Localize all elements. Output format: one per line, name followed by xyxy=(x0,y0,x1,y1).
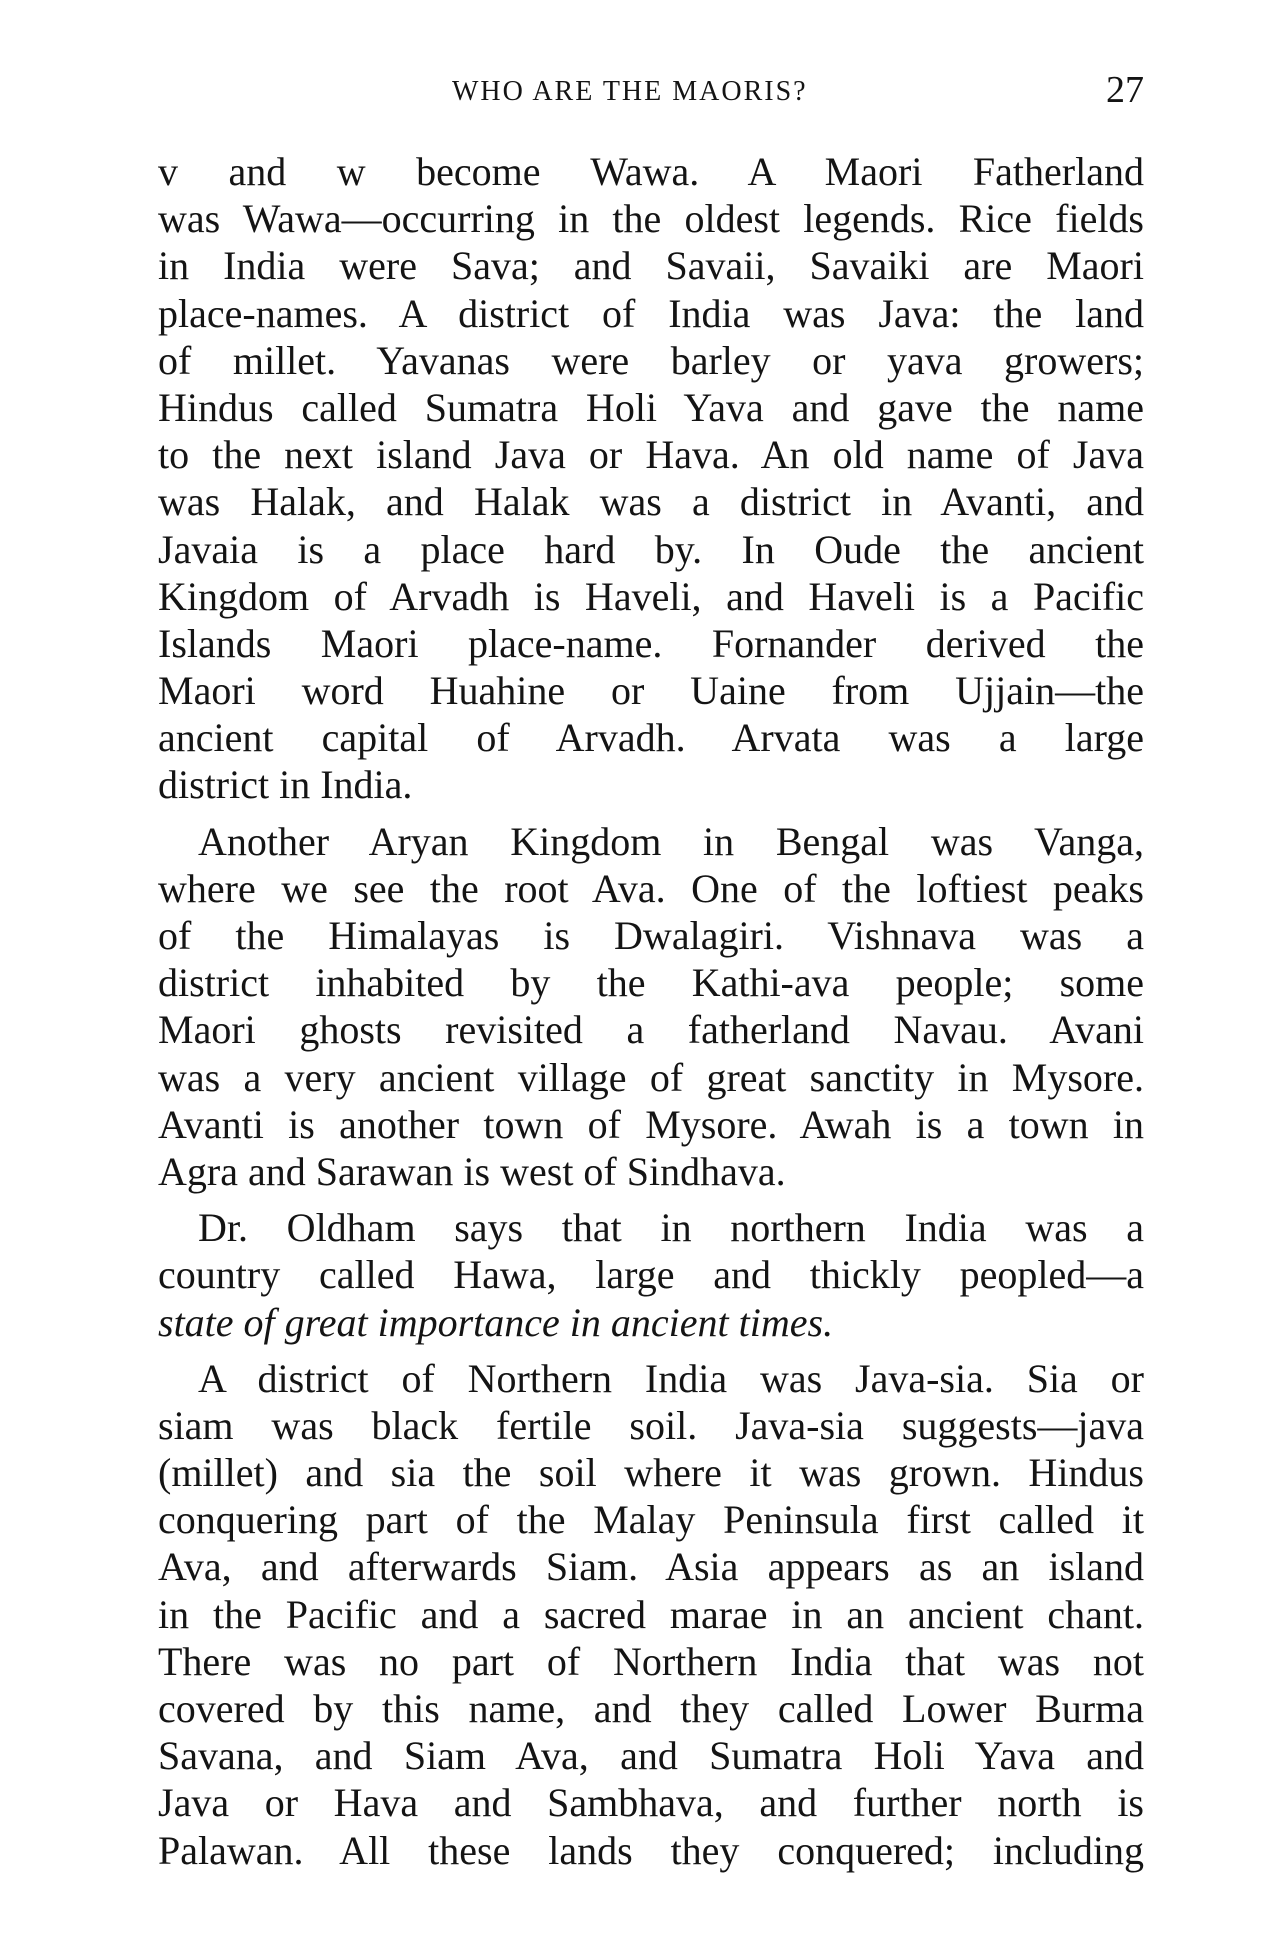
page-header xyxy=(158,66,1144,116)
text-line: in the Pacific and a sacred marae in an ancient chant. xyxy=(158,1591,1144,1637)
running-head: WHO ARE THE MAORIS? xyxy=(452,76,808,107)
text-line: Savana, and Siam Ava, and Sumatra Holi Yava and xyxy=(158,1733,1144,1779)
text-line: Palawan. All these lands they conquered; including xyxy=(158,1827,1144,1873)
text-line: Maori word Huahine or Uaine from Ujjain—the xyxy=(158,668,1144,714)
paragraph xyxy=(158,148,1144,809)
paragraph xyxy=(158,818,1144,1196)
text-line: Ava, and afterwards Siam. Asia appears as an island xyxy=(158,1544,1144,1590)
text-line: conquering part of the Malay Peninsula first called it xyxy=(158,1497,1144,1543)
text-line: place-names. A district of India was Java: the land xyxy=(158,290,1144,336)
text-line: (millet) and sia the soil where it was grown. Hindus xyxy=(158,1450,1144,1496)
text-line: covered by this name, and they called Lower Burma xyxy=(158,1686,1144,1731)
text-line: district inhabited by the Kathi-ava people; some xyxy=(158,960,1144,1006)
text-line: where we see the root Ava. One of the loftiest peaks xyxy=(158,865,1144,911)
text-line: Maori ghosts revisited a fatherland Navau. Avani xyxy=(158,1007,1144,1053)
text-line: country called Hawa, large and thickly peopled—a xyxy=(158,1252,1144,1298)
text-line: in India were Sava; and Savaii, Savaiki are Maori xyxy=(158,243,1144,289)
text-line: Java or Hava and Sambhava, and further north is xyxy=(158,1780,1144,1826)
text-line: of the Himalayas is Dwalagiri. Vishnava was a xyxy=(158,913,1144,958)
text-line: Kingdom of Arvadh is Haveli, and Haveli is a Pacific xyxy=(158,573,1144,619)
text-line: Hindus called Sumatra Holi Yava and gave the name xyxy=(158,384,1144,430)
text-line: Dr. Oldham says that in northern India was a xyxy=(198,1205,1144,1251)
text-line: of millet. Yavanas were barley or yava growers; xyxy=(158,337,1144,383)
text-line: state of great importance in ancient times. xyxy=(158,1299,834,1345)
text-line: district in India. xyxy=(158,762,413,808)
text-line: was a very ancient village of great sanctity in Mysore. xyxy=(158,1054,1144,1100)
paragraph xyxy=(158,1355,1144,1874)
text-line: was Halak, and Halak was a district in Avanti, and xyxy=(158,479,1144,525)
text-line: Islands Maori place-name. Fornander derived the xyxy=(158,620,1144,666)
text-line: was Wawa—occurring in the oldest legends. Rice fields xyxy=(158,196,1144,242)
text-line: Agra and Sarawan is west of Sindhava. xyxy=(158,1148,786,1194)
text-line: ancient capital of Arvadh. Arvata was a large xyxy=(158,715,1144,761)
page-number: 27 xyxy=(1106,69,1144,111)
paragraph xyxy=(158,1204,1144,1346)
text-line: Avanti is another town of Mysore. Awah is a town in xyxy=(158,1101,1144,1147)
text-line: Another Aryan Kingdom in Bengal was Vanga, xyxy=(198,818,1144,864)
text-line: There was no part of Northern India that was not xyxy=(158,1638,1144,1684)
text-line: A district of Northern India was Java-sia. Sia or xyxy=(198,1355,1144,1401)
body-text xyxy=(158,148,1144,1883)
text-line: to the next island Java or Hava. An old name of Java xyxy=(158,432,1144,478)
text-line: v and w become Wawa. A Maori Fatherland xyxy=(158,149,1144,194)
text-line: siam was black fertile soil. Java-sia suggests—java xyxy=(158,1402,1144,1448)
text-line: Javaia is a place hard by. In Oude the ancient xyxy=(158,526,1144,572)
